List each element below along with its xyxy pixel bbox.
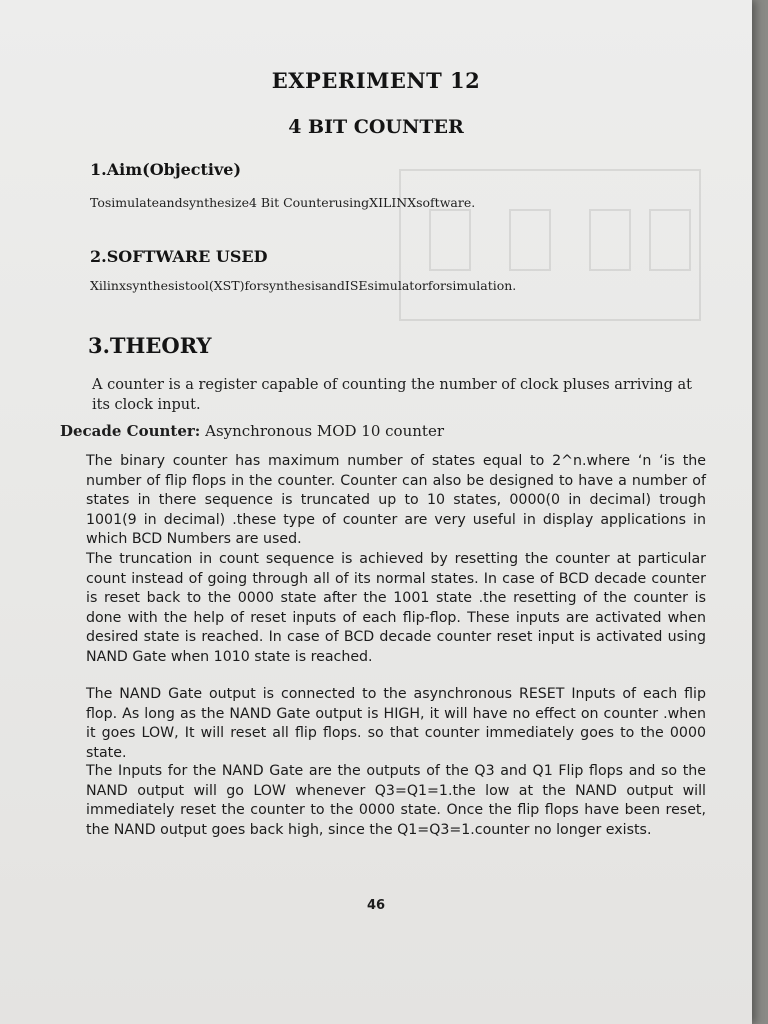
aim-heading: 1.Aim(Objective)	[90, 160, 242, 179]
show-through-diagram	[390, 60, 750, 360]
theory-intro: A counter is a register capable of counting the number of clock pluses arriving at its clock input.	[92, 377, 692, 413]
experiment-title: EXPERIMENT 12	[271, 68, 481, 93]
decade-counter-text: Asynchronous MOD 10 counter	[205, 422, 444, 440]
aim-text: Tosimulateandsynthesize4 Bit CounterusingXILINXsoftware.	[90, 195, 476, 210]
theory-paragraph: The Inputs for the NAND Gate are the outputs of the Q3 and Q1 Flip flops and so the NAND output will go LOW whenever Q3=Q1=1.the low at the NAND output will immediately reset the counter to the 0000 state. Once the flip flops have been reset, the NAND output goes back high, since the Q1=Q3=1.counter no longer exists.	[86, 763, 706, 838]
experiment-subtitle: 4 BIT COUNTER	[288, 116, 464, 138]
decade-counter-label: Decade Counter:	[60, 422, 201, 440]
theory-paragraph: The truncation in count sequence is achieved by resetting the counter at particular count instead of going through all of its normal states. In case of BCD decade counter is reset back to the 0000 state after the 1001 state .the resetting of the counter is done with the help of reset inputs of each flip-flop. These inputs are activated when desired state is reached. In case of BCD decade counter reset input is activated using NAND Gate when 1010 state is reached.	[86, 551, 706, 665]
page-number: 46	[366, 898, 386, 913]
theory-paragraph: The NAND Gate output is connected to the asynchronous RESET Inputs of each flip flop. As long as the NAND Gate output is HIGH, it will have no effect on counter .when it goes LOW, It will reset all flip flops. so that counter immediately goes to the 0000 state.	[86, 686, 706, 761]
decade-counter-line	[60, 422, 444, 440]
theory-paragraph: The binary counter has maximum number of states equal to 2^n.where ‘n ‘is the number of flip flops in the counter. Counter can also be designed to have a number of states in there sequence is truncated up to 10 states, 0000(0 in decimal) trough 1001(9 in decimal) .these type of counter are very useful in display applications in which BCD Numbers are used.	[86, 453, 706, 547]
software-text: Xilinxsynthesistool(XST)forsynthesisandISEsimulatorforsimulation.	[90, 278, 517, 293]
theory-heading: 3.THEORY	[88, 333, 212, 358]
software-heading: 2.SOFTWARE USED	[90, 247, 268, 266]
